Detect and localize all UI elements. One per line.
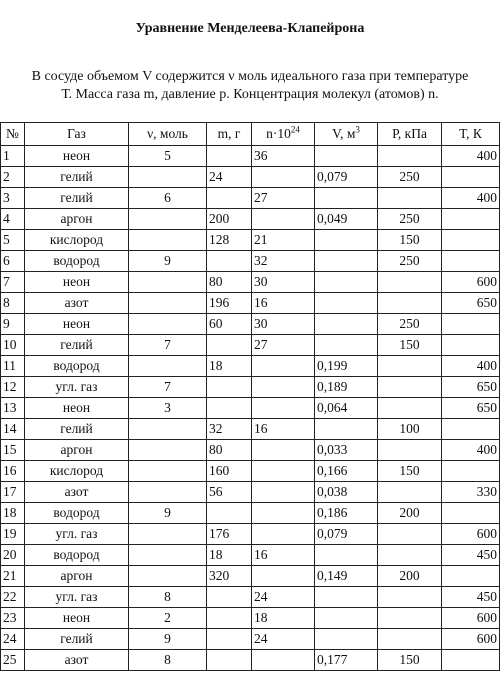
cell-temperature — [442, 314, 500, 335]
cell-num: 25 — [1, 650, 25, 671]
cell-mass: 176 — [207, 524, 252, 545]
cell-concentration: 32 — [252, 251, 315, 272]
cell-volume — [315, 188, 378, 209]
cell-mass — [207, 608, 252, 629]
cell-concentration: 27 — [252, 335, 315, 356]
cell-temperature: 400 — [442, 146, 500, 167]
table-row — [1, 629, 500, 650]
table-row — [1, 461, 500, 482]
cell-mass — [207, 650, 252, 671]
cell-volume: 0,166 — [315, 461, 378, 482]
cell-mass — [207, 377, 252, 398]
cell-volume: 0,038 — [315, 482, 378, 503]
cell-gas: азот — [25, 650, 129, 671]
cell-nu — [129, 209, 207, 230]
cell-num: 19 — [1, 524, 25, 545]
cell-pressure — [378, 524, 442, 545]
cell-nu — [129, 356, 207, 377]
cell-volume: 0,079 — [315, 524, 378, 545]
cell-nu — [129, 272, 207, 293]
cell-num: 14 — [1, 419, 25, 440]
cell-concentration: 36 — [252, 146, 315, 167]
cell-temperature: 450 — [442, 587, 500, 608]
cell-gas: угл. газ — [25, 377, 129, 398]
cell-nu — [129, 482, 207, 503]
table-row — [1, 482, 500, 503]
cell-concentration: 16 — [252, 293, 315, 314]
cell-temperature — [442, 461, 500, 482]
cell-pressure: 100 — [378, 419, 442, 440]
cell-mass: 18 — [207, 356, 252, 377]
cell-mass: 80 — [207, 440, 252, 461]
cell-volume: 0,049 — [315, 209, 378, 230]
cell-concentration — [252, 167, 315, 188]
cell-temperature: 330 — [442, 482, 500, 503]
cell-num: 18 — [1, 503, 25, 524]
cell-pressure: 150 — [378, 230, 442, 251]
cell-temperature — [442, 209, 500, 230]
cell-nu: 9 — [129, 503, 207, 524]
header-temperature: Т, К — [442, 123, 500, 146]
cell-concentration: 21 — [252, 230, 315, 251]
cell-pressure: 200 — [378, 503, 442, 524]
table-row — [1, 587, 500, 608]
header-gas: Газ — [25, 123, 129, 146]
cell-mass: 128 — [207, 230, 252, 251]
cell-num: 13 — [1, 398, 25, 419]
cell-mass — [207, 398, 252, 419]
cell-pressure: 200 — [378, 566, 442, 587]
cell-mass — [207, 587, 252, 608]
cell-num: 20 — [1, 545, 25, 566]
cell-temperature — [442, 419, 500, 440]
cell-pressure: 150 — [378, 650, 442, 671]
cell-num: 10 — [1, 335, 25, 356]
cell-concentration — [252, 566, 315, 587]
cell-concentration — [252, 356, 315, 377]
cell-mass: 24 — [207, 167, 252, 188]
cell-num: 15 — [1, 440, 25, 461]
cell-temperature — [442, 566, 500, 587]
cell-mass: 320 — [207, 566, 252, 587]
cell-temperature: 600 — [442, 524, 500, 545]
cell-volume — [315, 230, 378, 251]
header-volume-base: V, м — [332, 126, 356, 141]
table-row — [1, 608, 500, 629]
table-row — [1, 335, 500, 356]
cell-concentration — [252, 482, 315, 503]
table-row — [1, 230, 500, 251]
header-mass: m, г — [207, 123, 252, 146]
cell-gas: аргон — [25, 566, 129, 587]
cell-num: 8 — [1, 293, 25, 314]
cell-nu — [129, 314, 207, 335]
table-row — [1, 356, 500, 377]
cell-num: 7 — [1, 272, 25, 293]
cell-pressure: 150 — [378, 335, 442, 356]
cell-concentration: 16 — [252, 419, 315, 440]
cell-num: 12 — [1, 377, 25, 398]
cell-volume — [315, 587, 378, 608]
cell-nu — [129, 293, 207, 314]
table-row — [1, 440, 500, 461]
cell-gas: неон — [25, 398, 129, 419]
table-row — [1, 293, 500, 314]
cell-num: 21 — [1, 566, 25, 587]
cell-nu: 8 — [129, 587, 207, 608]
cell-gas: неон — [25, 146, 129, 167]
cell-nu: 7 — [129, 377, 207, 398]
table-row — [1, 377, 500, 398]
cell-temperature: 650 — [442, 293, 500, 314]
cell-concentration — [252, 209, 315, 230]
cell-gas: неон — [25, 272, 129, 293]
cell-mass: 200 — [207, 209, 252, 230]
cell-concentration: 24 — [252, 629, 315, 650]
table-row — [1, 272, 500, 293]
cell-gas: азот — [25, 482, 129, 503]
cell-num: 2 — [1, 167, 25, 188]
cell-temperature: 600 — [442, 608, 500, 629]
cell-pressure — [378, 272, 442, 293]
table-row — [1, 545, 500, 566]
cell-volume: 0,199 — [315, 356, 378, 377]
cell-nu: 6 — [129, 188, 207, 209]
cell-concentration — [252, 650, 315, 671]
cell-num: 3 — [1, 188, 25, 209]
cell-num: 4 — [1, 209, 25, 230]
header-num: № — [1, 123, 25, 146]
table-row — [1, 209, 500, 230]
cell-mass — [207, 335, 252, 356]
cell-volume: 0,189 — [315, 377, 378, 398]
cell-num: 6 — [1, 251, 25, 272]
table-body — [1, 146, 500, 671]
cell-pressure: 250 — [378, 209, 442, 230]
cell-gas: неон — [25, 608, 129, 629]
cell-nu — [129, 440, 207, 461]
page-title: Уравнение Менделеева-Клапейрона — [135, 21, 365, 36]
cell-temperature: 450 — [442, 545, 500, 566]
header-concentration — [252, 123, 315, 146]
cell-temperature — [442, 230, 500, 251]
cell-pressure: 250 — [378, 314, 442, 335]
table-row — [1, 167, 500, 188]
cell-pressure — [378, 587, 442, 608]
gas-data-table — [0, 122, 500, 671]
cell-temperature — [442, 335, 500, 356]
cell-gas: кислород — [25, 461, 129, 482]
cell-num: 17 — [1, 482, 25, 503]
cell-mass: 160 — [207, 461, 252, 482]
table-row — [1, 188, 500, 209]
cell-volume — [315, 335, 378, 356]
cell-volume: 0,033 — [315, 440, 378, 461]
cell-volume: 0,177 — [315, 650, 378, 671]
cell-pressure — [378, 146, 442, 167]
cell-pressure — [378, 482, 442, 503]
cell-pressure: 150 — [378, 461, 442, 482]
cell-temperature — [442, 503, 500, 524]
cell-mass: 56 — [207, 482, 252, 503]
cell-mass — [207, 146, 252, 167]
cell-gas: азот — [25, 293, 129, 314]
cell-volume — [315, 146, 378, 167]
cell-nu: 2 — [129, 608, 207, 629]
cell-volume: 0,149 — [315, 566, 378, 587]
cell-volume — [315, 251, 378, 272]
problem-statement — [0, 68, 500, 104]
cell-mass — [207, 251, 252, 272]
cell-gas: угл. газ — [25, 587, 129, 608]
cell-concentration — [252, 524, 315, 545]
cell-volume — [315, 314, 378, 335]
cell-pressure — [378, 377, 442, 398]
cell-concentration — [252, 440, 315, 461]
cell-temperature — [442, 650, 500, 671]
cell-concentration: 24 — [252, 587, 315, 608]
problem-line-2: Т. Масса газа m, давление р. Концентрация молекул (атомов) n. — [61, 87, 439, 102]
cell-concentration: 30 — [252, 314, 315, 335]
table-row — [1, 503, 500, 524]
cell-gas: гелий — [25, 419, 129, 440]
cell-nu: 9 — [129, 629, 207, 650]
cell-gas: водород — [25, 251, 129, 272]
cell-mass: 60 — [207, 314, 252, 335]
cell-mass: 196 — [207, 293, 252, 314]
cell-volume — [315, 293, 378, 314]
cell-mass — [207, 503, 252, 524]
cell-concentration: 18 — [252, 608, 315, 629]
cell-pressure — [378, 398, 442, 419]
cell-nu: 8 — [129, 650, 207, 671]
cell-volume: 0,064 — [315, 398, 378, 419]
cell-nu: 3 — [129, 398, 207, 419]
cell-mass: 32 — [207, 419, 252, 440]
cell-gas: неон — [25, 314, 129, 335]
cell-temperature — [442, 251, 500, 272]
cell-volume: 0,186 — [315, 503, 378, 524]
problem-line-1: В сосуде объемом V содержится ν моль идеального газа при температуре — [31, 69, 469, 84]
header-volume-exp: 3 — [355, 124, 360, 135]
cell-pressure — [378, 293, 442, 314]
header-concentration-exp: 24 — [290, 124, 300, 135]
cell-gas: аргон — [25, 209, 129, 230]
table-row — [1, 398, 500, 419]
cell-temperature: 600 — [442, 629, 500, 650]
cell-temperature: 400 — [442, 440, 500, 461]
cell-gas: гелий — [25, 335, 129, 356]
table-row — [1, 251, 500, 272]
cell-pressure — [378, 629, 442, 650]
cell-nu — [129, 167, 207, 188]
cell-volume — [315, 629, 378, 650]
cell-nu — [129, 524, 207, 545]
cell-volume — [315, 608, 378, 629]
cell-volume — [315, 272, 378, 293]
cell-pressure: 250 — [378, 167, 442, 188]
cell-pressure — [378, 608, 442, 629]
cell-concentration: 16 — [252, 545, 315, 566]
table-row — [1, 146, 500, 167]
header-nu: ν, моль — [129, 123, 207, 146]
cell-num: 1 — [1, 146, 25, 167]
cell-mass — [207, 629, 252, 650]
cell-concentration — [252, 503, 315, 524]
cell-temperature: 650 — [442, 377, 500, 398]
cell-temperature: 400 — [442, 188, 500, 209]
cell-temperature: 600 — [442, 272, 500, 293]
cell-concentration — [252, 398, 315, 419]
cell-concentration: 27 — [252, 188, 315, 209]
cell-nu — [129, 566, 207, 587]
cell-nu — [129, 419, 207, 440]
table-row — [1, 524, 500, 545]
cell-nu — [129, 545, 207, 566]
cell-num: 9 — [1, 314, 25, 335]
cell-gas: водород — [25, 545, 129, 566]
table-row — [1, 650, 500, 671]
cell-num: 16 — [1, 461, 25, 482]
cell-volume — [315, 545, 378, 566]
cell-gas: гелий — [25, 629, 129, 650]
cell-mass: 18 — [207, 545, 252, 566]
cell-num: 22 — [1, 587, 25, 608]
cell-pressure — [378, 545, 442, 566]
cell-pressure — [378, 188, 442, 209]
cell-gas: водород — [25, 503, 129, 524]
cell-gas: аргон — [25, 440, 129, 461]
cell-nu: 5 — [129, 146, 207, 167]
cell-gas: угл. газ — [25, 524, 129, 545]
header-concentration-base: n·10 — [266, 126, 291, 141]
table-row — [1, 314, 500, 335]
cell-nu — [129, 230, 207, 251]
cell-concentration — [252, 377, 315, 398]
cell-temperature: 400 — [442, 356, 500, 377]
cell-num: 24 — [1, 629, 25, 650]
cell-num: 23 — [1, 608, 25, 629]
table-row — [1, 419, 500, 440]
table-header-row — [1, 123, 500, 146]
header-volume — [315, 123, 378, 146]
cell-nu — [129, 461, 207, 482]
cell-gas: гелий — [25, 167, 129, 188]
cell-nu: 9 — [129, 251, 207, 272]
cell-volume: 0,079 — [315, 167, 378, 188]
cell-nu: 7 — [129, 335, 207, 356]
cell-pressure — [378, 440, 442, 461]
cell-pressure — [378, 356, 442, 377]
cell-num: 5 — [1, 230, 25, 251]
cell-num: 11 — [1, 356, 25, 377]
cell-mass: 80 — [207, 272, 252, 293]
header-pressure: Р, кПа — [378, 123, 442, 146]
table-row — [1, 566, 500, 587]
cell-concentration — [252, 461, 315, 482]
cell-gas: водород — [25, 356, 129, 377]
cell-gas: кислород — [25, 230, 129, 251]
cell-temperature — [442, 167, 500, 188]
cell-mass — [207, 188, 252, 209]
cell-pressure: 250 — [378, 251, 442, 272]
cell-volume — [315, 419, 378, 440]
cell-gas: гелий — [25, 188, 129, 209]
cell-temperature: 650 — [442, 398, 500, 419]
cell-concentration: 30 — [252, 272, 315, 293]
